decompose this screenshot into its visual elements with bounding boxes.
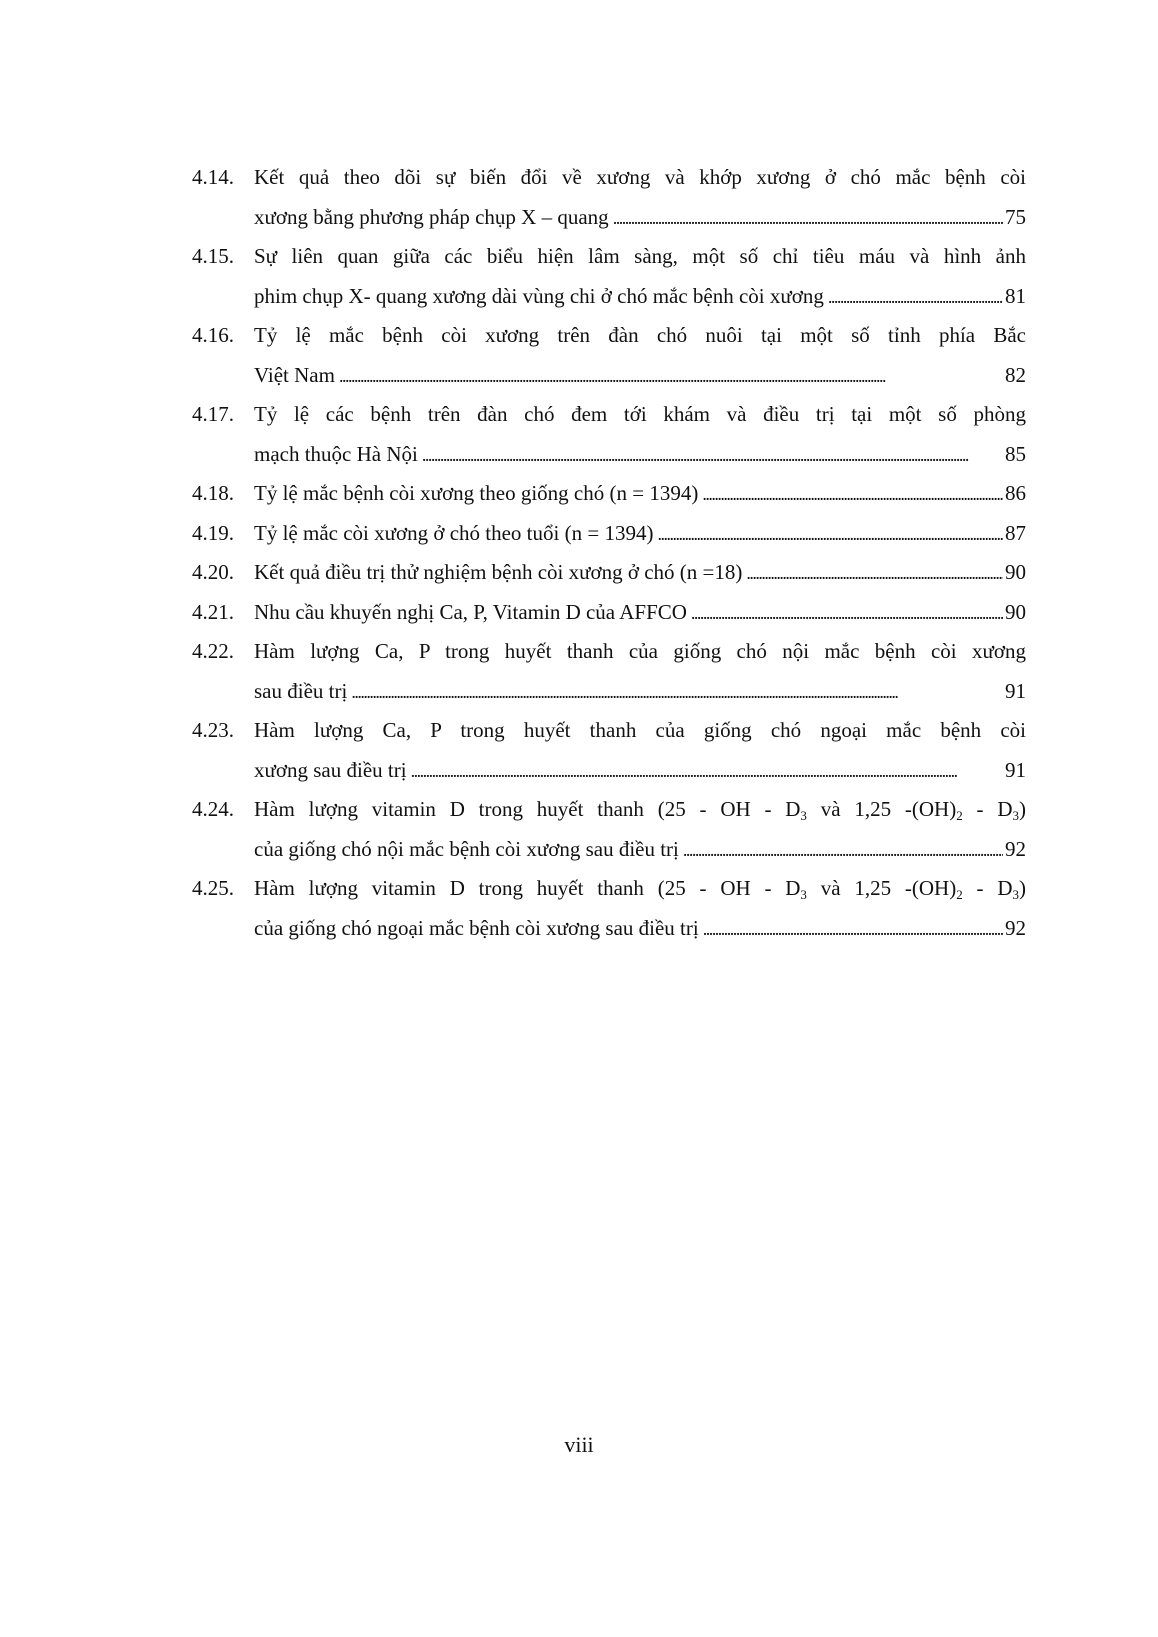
- entry-title-line-2: xương sau điều trị: [254, 757, 407, 782]
- toc-entry: [192, 474, 1026, 514]
- entry-title-line-1: Kết quả theo dõi sự biến đổi về xương và khớp xương ở chó mắc bệnh còi: [254, 165, 1026, 189]
- entry-page-number: 82: [1005, 362, 1026, 387]
- dot-leader: [351, 672, 1003, 713]
- dot-leader: [339, 356, 1003, 397]
- entry-number: 4.14.: [192, 165, 234, 189]
- toc-entry: [192, 158, 1026, 237]
- toc-entry: [192, 790, 1026, 869]
- entry-number: 4.16.: [192, 323, 234, 347]
- entry-number: 4.19.: [192, 520, 234, 545]
- entry-number: 4.15.: [192, 244, 234, 268]
- entry-number: 4.23.: [192, 718, 234, 742]
- entry-number: 4.18.: [192, 481, 234, 505]
- dot-leader: [702, 474, 1003, 515]
- toc-entry: [192, 395, 1026, 474]
- entry-title-line-2: phim chụp X- quang xương dài vùng chi ở chó mắc bệnh còi xương: [254, 283, 824, 308]
- entry-page-number: 92: [1005, 836, 1026, 861]
- entry-title-line-1: Hàm lượng vitamin D trong huyết thanh (25 - OH - $D_3$ và 1,25 $-(OH)_2 - D_3$): [254, 797, 1026, 823]
- dot-leader: [703, 909, 1003, 950]
- entry-title-line-1: Tỷ lệ mắc bệnh còi xương trên đàn chó nuôi tại một số tỉnh phía Bắc: [254, 323, 1026, 347]
- entry-number: 4.25.: [192, 876, 234, 900]
- entry-page-number: 86: [1005, 481, 1026, 505]
- entry-page-number: 91: [1005, 757, 1026, 782]
- entry-title-line-2: của giống chó nội mắc bệnh còi xương sau điều trị: [254, 836, 679, 861]
- entry-number: 4.24.: [192, 797, 234, 821]
- entry-title-line-1: Sự liên quan giữa các biểu hiện lâm sàng, một số chỉ tiêu máu và hình ảnh: [254, 244, 1026, 268]
- dot-leader: [422, 435, 1003, 476]
- entry-title: Nhu cầu khuyến nghị Ca, P, Vitamin D của AFFCO: [254, 599, 687, 624]
- dot-leader: [613, 198, 1003, 239]
- entry-page-number: 92: [1005, 915, 1026, 940]
- toc-entry: [192, 593, 1026, 633]
- entry-page-number: 87: [1005, 520, 1026, 545]
- toc-entry: [192, 316, 1026, 395]
- dot-leader: [683, 830, 1003, 871]
- entry-title-line-2: sau điều trị: [254, 678, 348, 703]
- entry-page-number: 91: [1005, 678, 1026, 703]
- entry-title-line-2: Việt Nam: [254, 362, 335, 387]
- entry-title: Kết quả điều trị thử nghiệm bệnh còi xương ở chó (n =18): [254, 560, 743, 584]
- entry-title-line-2: mạch thuộc Hà Nội: [254, 441, 418, 466]
- entry-number: 4.22.: [192, 639, 234, 663]
- entry-page-number: 90: [1005, 560, 1026, 584]
- entry-title: Tỷ lệ mắc còi xương ở chó theo tuổi (n = 1394): [254, 520, 654, 545]
- entry-title-line-1: Hàm lượng vitamin D trong huyết thanh (25 - OH - $D_3$ và 1,25 $-(OH)_2 - D_3$): [254, 876, 1026, 902]
- dot-leader: [657, 514, 1003, 555]
- toc-entry: [192, 632, 1026, 711]
- dot-leader: [828, 277, 1003, 318]
- dot-leader: [746, 553, 1003, 594]
- toc-entry: [192, 514, 1026, 554]
- entry-page-number: 90: [1005, 599, 1026, 624]
- entry-number: 4.17.: [192, 402, 234, 426]
- toc-entry: [192, 711, 1026, 790]
- entry-page-number: 75: [1005, 204, 1026, 229]
- toc-entry: [192, 237, 1026, 316]
- dot-leader: [691, 593, 1003, 634]
- entry-title: Tỷ lệ mắc bệnh còi xương theo giống chó (n = 1394): [254, 481, 699, 505]
- entry-number: 4.21.: [192, 599, 234, 624]
- toc-entry: [192, 869, 1026, 948]
- dot-leader: [411, 751, 1003, 792]
- page-number: viii: [564, 1432, 594, 1457]
- entry-number: 4.20.: [192, 560, 234, 584]
- entry-title-line-1: Hàm lượng Ca, P trong huyết thanh của giống chó ngoại mắc bệnh còi: [254, 718, 1026, 742]
- toc-entry: [192, 553, 1026, 593]
- entry-title-line-2: của giống chó ngoại mắc bệnh còi xương sau điều trị: [254, 915, 699, 940]
- entry-title-line-1: Hàm lượng Ca, P trong huyết thanh của giống chó nội mắc bệnh còi xương: [254, 639, 1026, 663]
- entry-title-line-2: xương bằng phương pháp chụp X – quang: [254, 204, 609, 229]
- entry-title-line-1: Tỷ lệ các bệnh trên đàn chó đem tới khám và điều trị tại một số phòng: [254, 402, 1026, 426]
- entry-page-number: 81: [1005, 283, 1026, 308]
- entry-page-number: 85: [1005, 441, 1026, 466]
- table-list-of-contents: [192, 158, 1026, 948]
